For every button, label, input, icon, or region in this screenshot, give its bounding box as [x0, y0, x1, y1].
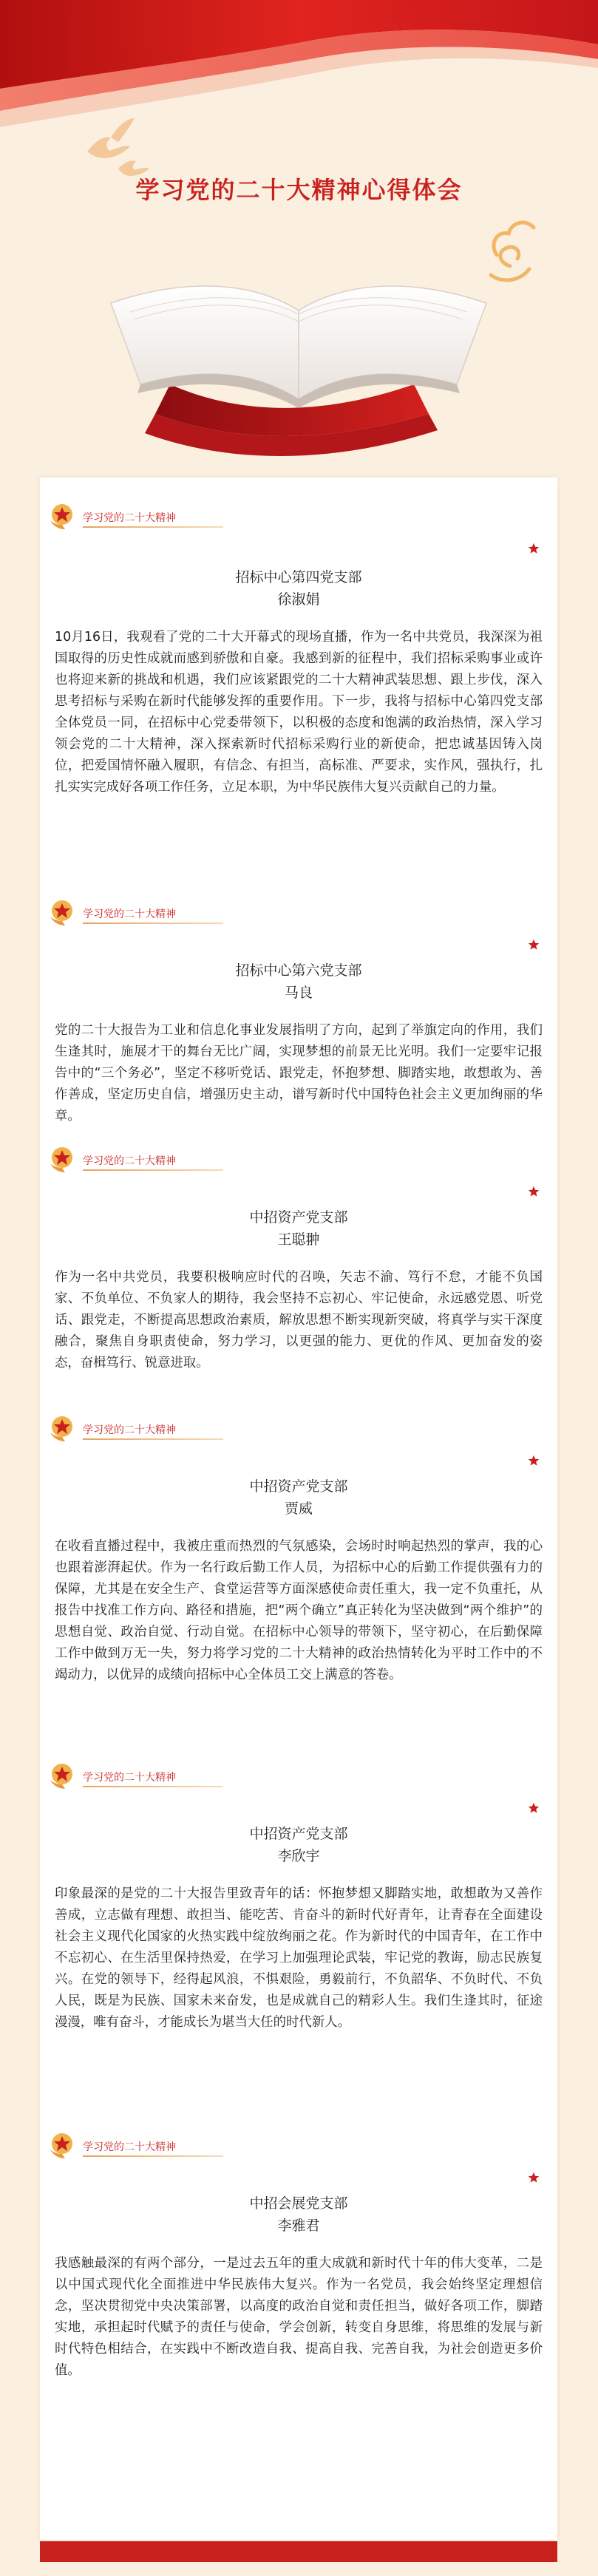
open-book-icon [111, 286, 486, 408]
branch-name: 中招资产党支部 [249, 1826, 348, 1842]
section-header [47, 897, 269, 927]
star-icon [528, 543, 540, 554]
section-label: 学习党的二十大精神 [83, 1155, 176, 1167]
medal-icon [47, 2130, 77, 2160]
section-label: 学习党的二十大精神 [83, 1424, 176, 1436]
cloud-ornament-icon [491, 222, 534, 280]
dove-icon [87, 118, 149, 176]
section-underline [83, 526, 223, 528]
author-name: 贾威 [284, 1501, 313, 1517]
author-name: 马良 [284, 985, 313, 1001]
medal-icon [47, 1761, 77, 1790]
author-name: 徐淑娟 [277, 591, 320, 608]
essay-paragraph: 印象最深的是党的二十大报告里致青年的话：怀抱梦想又脚踏实地，敢想敢为又善作善成，立志做有理想、敢担当、能吃苦、肯奋斗的新时代好青年，让青春在全面建设社会主义现代化国家的火热实践中绽放绚丽之花。作为新时代的中国青年，在工作中不忘初心、在生活里保持热爱，在学习上加强理论武装，牢记党的教诲，励志民族复兴。在党的领导下，经得起风浪，不惧艰险，勇毅前行，不负韶华、不负时代、不负人民，既是为民族、国家未来奋发，也是成就自己的精彩人生。我们生逢其时，征途漫漫，唯有奋斗，才能成长为堪当大任的时代新人。 [55, 1886, 543, 2030]
page-title: 学习党的二十大精神心得体会 [135, 176, 463, 204]
branch-name: 招标中心第四党支部 [235, 569, 362, 585]
author-name: 李雅君 [277, 2218, 320, 2234]
medal-icon [47, 1413, 77, 1443]
banner-artwork [0, 0, 598, 473]
section-header [47, 501, 269, 531]
section-underline [83, 1786, 223, 1787]
header-banner [0, 0, 598, 473]
branch-name: 中招资产党支部 [249, 1478, 348, 1495]
medal-icon [47, 897, 77, 927]
star-icon [528, 2172, 540, 2184]
section-header [47, 1413, 269, 1443]
star-icon [528, 939, 540, 951]
star-icon [528, 1802, 540, 1814]
essay-paragraph: 10月16日，我观看了党的二十大开幕式的现场直播，作为一名中共党员，我深深为祖国取得的历史性成就而感到骄傲和自豪。我感到新的征程中，我们招标采购事业或许也将迎来新的挑战和机遇，我们应该紧跟党的二十大精神武装思想、跟上步伐，深入思考招标与采购在新时代能够发挥的重要作用。下一步，我将与招标中心第四党支部全体党员一同，在招标中心党委带领下，以积极的态度和饱满的政治热情，深入学习领会党的二十大精神，深入探索新时代招标采购行业的新使命，把忠诚基因铸入岗位，把爱国情怀融入履职，有信念、有担当，高标准、严要求，实作风，强执行，扎扎实实完成好各项工作任务，立足本职，为中华民族伟大复兴贡献自己的力量。 [55, 630, 543, 795]
section-underline [83, 2155, 223, 2157]
branch-name: 中招资产党支部 [249, 1209, 348, 1226]
section-label: 学习党的二十大精神 [83, 908, 176, 920]
essay-paragraph: 作为一名中共党员，我要积极响应时代的召唤，矢志不渝、笃行不怠，才能不负国家、不负单位、不负家人的期待，我会坚持不忘初心、牢记使命，永远感党恩、听党话、跟党走，不断提高思想政治素质，解放思想不断实现新突破，将真学与实干深度融合，聚焦自身职责使命，努力学习，以更强的能力、更优的作风、更加奋发的姿态，奋楫笃行、锐意进取。 [55, 1270, 543, 1370]
star-icon [528, 1455, 540, 1467]
section-underline [83, 1438, 223, 1440]
section-header [47, 1761, 269, 1790]
branch-name: 中招会展党支部 [249, 2195, 348, 2212]
section-header [47, 2130, 269, 2160]
section-underline [83, 1169, 223, 1171]
footer-bar [40, 2541, 557, 2562]
section-label: 学习党的二十大精神 [83, 1772, 176, 1784]
essay-paragraph: 我感触最深的有两个部分，一是过去五年的重大成就和新时代十年的伟大变革，二是以中国式现代化全面推进中华民族伟大复兴。作为一名党员，我会始终坚定理想信念，坚决贯彻党中央决策部署，以高度的政治自觉和责任担当，做好各项工作，脚踏实地，承担起时代赋予的责任与使命，学会创新，转变自身思维，将思维的发展与新时代特色相结合，在实践中不断改造自我、提高自我、完善自我，为社会创造更多价值。 [55, 2256, 543, 2378]
branch-name: 招标中心第六党支部 [235, 962, 362, 979]
star-icon [528, 1186, 540, 1197]
essay-paragraph: 在收看直播过程中，我被庄重而热烈的气氛感染，会场时时响起热烈的掌声，我的心也跟着澎湃起伏。作为一名行政后勤工作人员，为招标中心的后勤工作提供强有力的保障，尤其是在安全生产、食堂运营等方面深感使命责任重大，我一定不负重托，从报告中找准工作方向、路径和措施，把“两个确立”真正转化为坚决做到“两个维护”的思想自觉、政治自觉、行动自觉。在招标中心领导的带领下，坚守初心，在后勤保障工作中做到万无一失，努力将学习党的二十大精神的政治热情转化为平时工作中的不竭动力，以优异的成绩向招标中心全体员工交上满意的答卷。 [55, 1539, 543, 1682]
section-underline [83, 922, 223, 924]
section-label: 学习党的二十大精神 [83, 2141, 176, 2153]
section-header [47, 1144, 269, 1174]
article-card [40, 478, 557, 2540]
medal-icon [47, 1144, 77, 1174]
medal-icon [47, 501, 77, 531]
author-name: 李欣宇 [277, 1848, 320, 1864]
section-label: 学习党的二十大精神 [83, 512, 176, 524]
author-name: 王聪翀 [277, 1231, 320, 1248]
essay-paragraph: 党的二十大报告为工业和信息化事业发展指明了方向，起到了举旗定向的作用，我们生逢其时，施展才干的舞台无比广阔，实现梦想的前景无比光明。我们一定要牢记报告中的“三个务必”，坚定不移听党话、跟党走，怀抱梦想、脚踏实地，敢想敢为、善作善成，坚定历史自信，增强历史主动，谱写新时代中国特色社会主义更加绚丽的华章。 [55, 1023, 543, 1124]
